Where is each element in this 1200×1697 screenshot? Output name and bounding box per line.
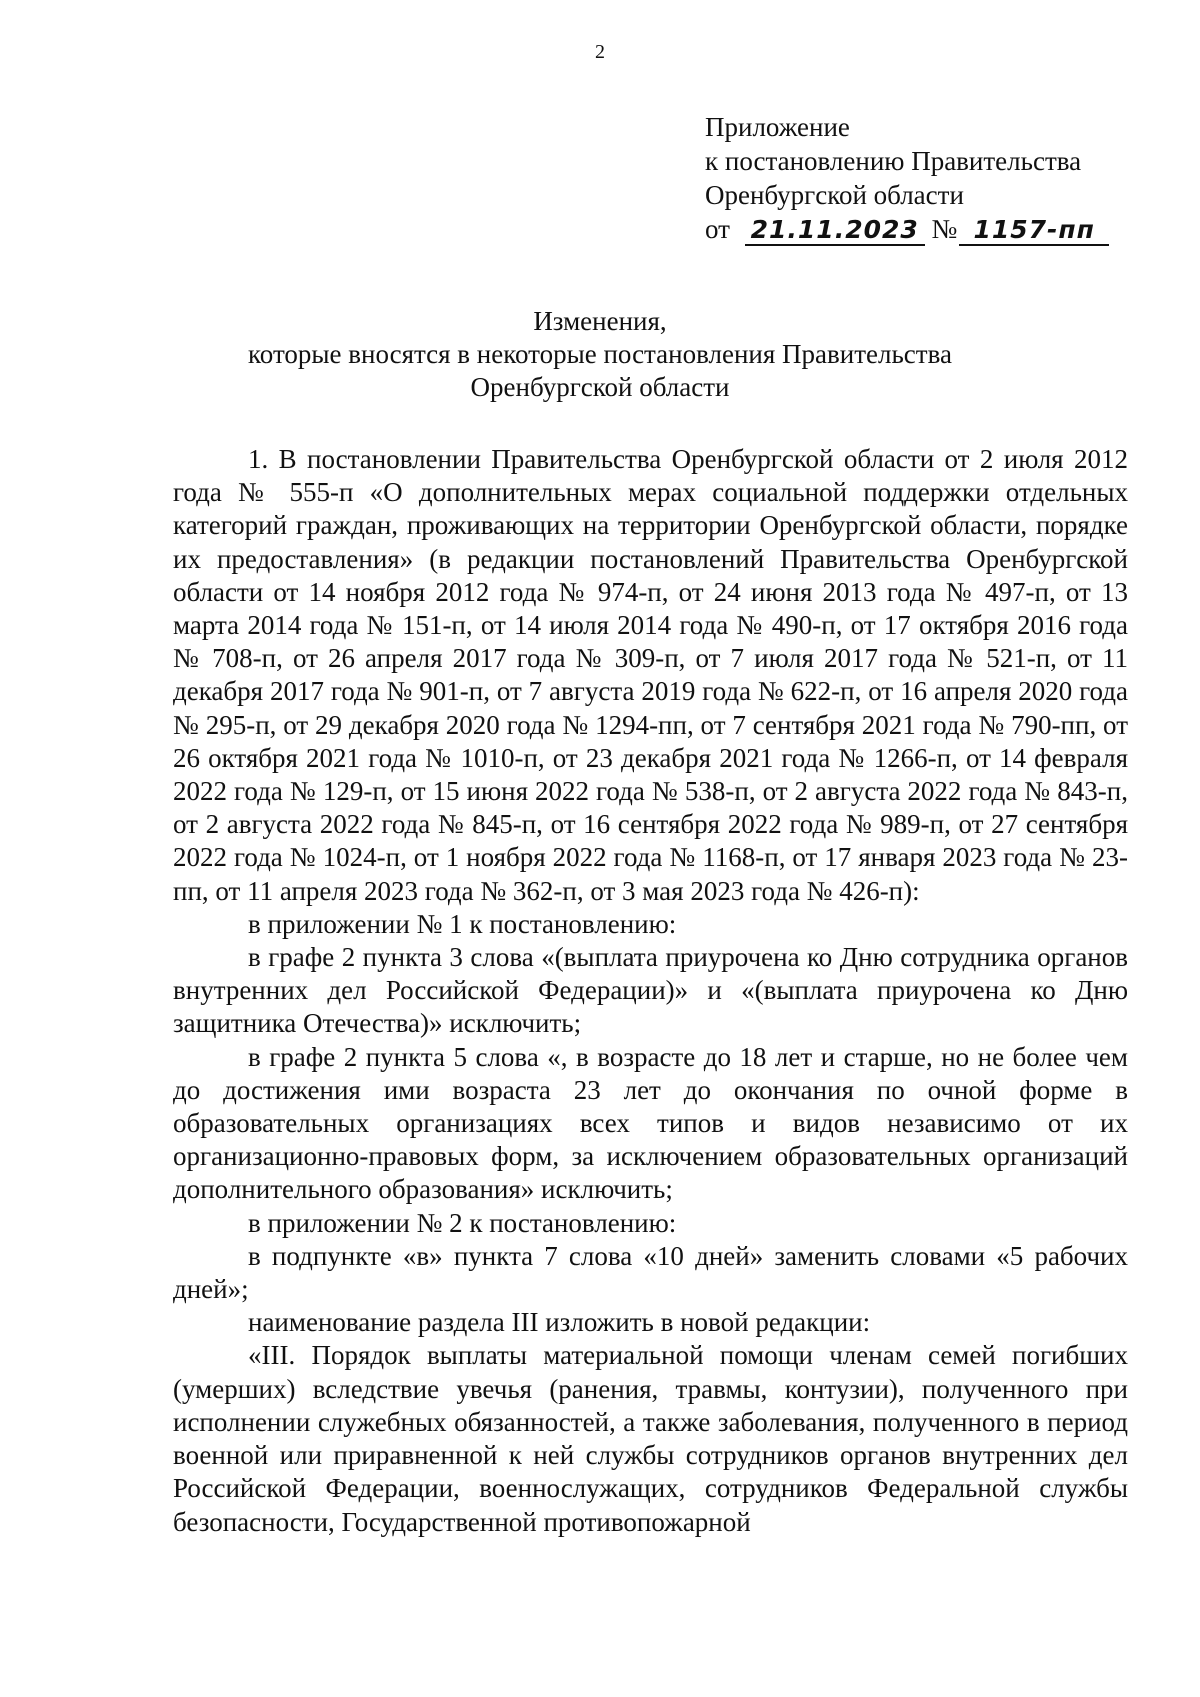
document-title: [0, 305, 1200, 404]
paragraph: 1. В постановлении Правительства Оренбургской области от 2 июля 2012 года № 555-п «О дополнительных мерах социальной поддержки отдельных категорий граждан, проживающих на территории Оренбургской области, порядке их предоставления» (в редакции постановлений Правительства Оренбургской области от 14 ноября 2012 года № 974-п, от 24 июня 2013 года № 497-п, от 13 марта 2014 года № 151-п, от 14 июля 2014 года № 490-п, от 17 октября 2016 года № 708-п, от 26 апреля 2017 года № 309-п, от 7 июля 2017 года № 521-п, от 11 декабря 2017 года № 901-п, от 7 августа 2019 года № 622-п, от 16 апреля 2020 года № 295-п, от 29 декабря 2020 года № 1294-пп, от 7 сентября 2021 года № 790-пп, от 26 октября 2021 года № 1010-п, от 23 декабря 2021 года № 1266-п, от 14 февраля 2022 года № 129-п, от 15 июня 2022 года № 538-п, от 2 августа 2022 года № 843-п, от 2 августа 2022 года № 845-п, от 16 сентября 2022 года № 989-п, от 27 сентября 2022 года № 1024-п, от 1 ноября 2022 года № 1168-п, от 17 января 2023 года № 23-пп, от 11 апреля 2023 года № 362-п, от 3 мая 2023 года № 426-п):: [173, 444, 1128, 906]
appendix-line-3: Оренбургской области: [705, 180, 964, 210]
paragraph: «III. Порядок выплаты материальной помощи членам семей погибших (умерших) вследствие увечья (ранения, травмы, контузии), полученного при исполнении служебных обязанностей, а также заболевания, полученного в период военной или приравненной к ней службы сотрудников органов внутренних дел Российской Федерации, военнослужащих, сотрудников Федеральной службы безопасности, Государственной противопожарной: [173, 1340, 1128, 1537]
appendix-reference-line: [705, 212, 1109, 252]
handwritten-date: 21.11.2023: [745, 216, 925, 246]
page-number: 2: [595, 41, 605, 63]
appendix-line-1: Приложение: [705, 112, 850, 142]
paragraph: в графе 2 пункта 3 слова «(выплата приурочена ко Дню сотрудника органов внутренних дел Российской Федерации)» и «(выплата приурочена ко Дню защитника Отечества)» исключить;: [173, 942, 1128, 1039]
date-prefix: от: [705, 214, 730, 244]
appendix-block: [705, 110, 1109, 252]
title-line-1: Изменения,: [533, 306, 667, 336]
document-body: [173, 443, 1128, 1539]
number-prefix: №: [931, 214, 958, 244]
paragraph: наименование раздела III изложить в новой редакции:: [248, 1307, 871, 1338]
handwritten-number: 1157-пп: [959, 216, 1109, 246]
title-line-3: Оренбургской области: [470, 372, 730, 402]
paragraph: в подпункте «в» пункта 7 слова «10 дней» заменить словами «5 рабочих дней»;: [173, 1240, 1128, 1305]
title-line-2: которые вносятся в некоторые постановления Правительства: [248, 339, 952, 369]
paragraph: в графе 2 пункта 5 слова «, в возрасте до 18 лет и старше, но не более чем до достижения ими возраста 23 лет до окончания по очной форме в образовательных организациях всех типов и видов независимо от их организационно-правовых форм, за исключением образовательных организаций дополнительного образования» исключить;: [173, 1041, 1128, 1205]
paragraph: в приложении № 2 к постановлению:: [248, 1207, 677, 1238]
paragraph: в приложении № 1 к постановлению:: [248, 908, 677, 939]
appendix-line-2: к постановлению Правительства: [705, 146, 1082, 176]
